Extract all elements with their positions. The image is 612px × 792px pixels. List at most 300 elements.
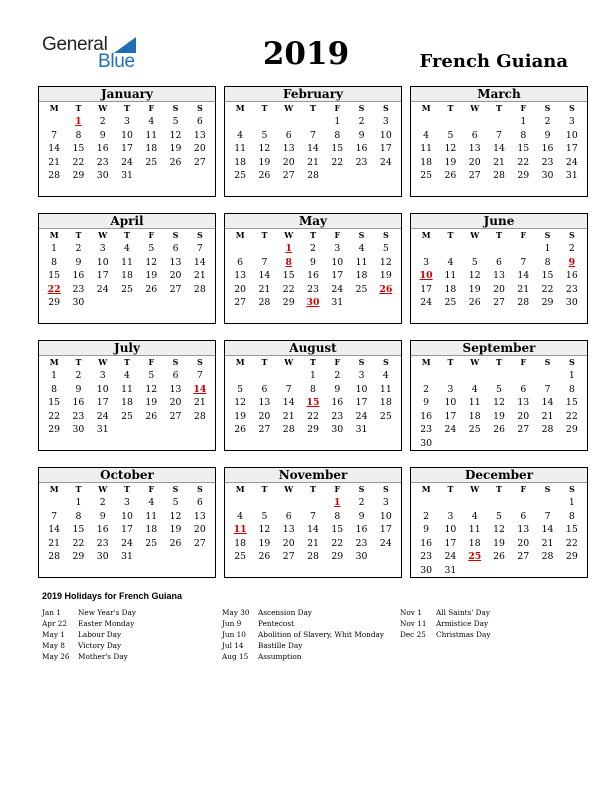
date-cell: 29 (282, 297, 295, 309)
month-name: April (39, 214, 215, 229)
date-cell: 23 (331, 410, 344, 422)
date-cell: 12 (468, 270, 481, 282)
date-cell: 24 (420, 297, 433, 309)
weekday-header: F (334, 357, 341, 367)
date-cell: 2 (75, 370, 82, 381)
date-cell: 3 (99, 370, 106, 381)
date-cell: 14 (517, 270, 530, 282)
holiday-item (222, 607, 384, 618)
date-cell: 3 (358, 370, 365, 381)
date-cell: 27 (468, 170, 481, 182)
weekday-header: F (148, 230, 155, 240)
date-cell: 4 (382, 370, 389, 381)
date-cell: 12 (169, 510, 182, 522)
date-cell: 3 (568, 116, 575, 127)
date-cell: 10 (355, 383, 368, 395)
date-cell: 27 (193, 156, 206, 168)
date-cell: 3 (423, 256, 430, 268)
date-cell: 6 (285, 510, 292, 522)
date-cell: 12 (258, 143, 271, 155)
date-cell: 17 (565, 143, 578, 155)
weekday-header: F (334, 484, 341, 494)
date-cell: 26 (258, 551, 271, 563)
date-cell: 5 (237, 383, 244, 395)
date-cell: 21 (517, 283, 530, 295)
date-cell: 15 (48, 270, 61, 282)
date-cell: 17 (379, 524, 392, 536)
date-cell: 19 (234, 410, 247, 422)
day-grid (225, 356, 401, 437)
date-cell: 11 (234, 143, 247, 155)
holiday-column (222, 607, 384, 662)
holiday-name: Mother's Day (78, 652, 128, 661)
date-cell: 9 (99, 129, 106, 141)
empty-cell (301, 115, 325, 129)
empty-cell (42, 115, 66, 129)
date-cell: 8 (544, 256, 551, 268)
date-cell: 25 (121, 410, 133, 422)
holiday-item (222, 640, 384, 651)
date-cell: 1 (544, 243, 551, 254)
weekday-header: S (382, 103, 389, 113)
weekday-header: S (358, 484, 365, 494)
holiday-date: 22 (47, 283, 61, 295)
date-cell: 19 (145, 270, 158, 282)
weekday-header: W (284, 230, 294, 240)
weekday-header: W (470, 230, 480, 240)
date-cell: 10 (444, 524, 457, 536)
date-cell: 1 (568, 497, 575, 508)
date-cell: 26 (145, 283, 158, 295)
date-cell: 22 (48, 410, 61, 422)
date-cell: 21 (541, 410, 554, 422)
date-cell: 10 (331, 256, 344, 268)
date-cell: 14 (493, 143, 505, 155)
holiday-name: Victory Day (78, 641, 122, 650)
weekday-header: T (124, 357, 130, 367)
holiday-item (400, 618, 490, 629)
weekday-header: F (520, 357, 527, 367)
holiday-date-label: Jun 10 (222, 630, 246, 639)
date-cell: 22 (331, 156, 344, 168)
holiday-date: 9 (568, 256, 576, 268)
date-cell: 17 (444, 537, 457, 549)
holiday-name: Christmas Day (436, 630, 491, 639)
date-cell: 1 (75, 497, 82, 508)
date-cell: 12 (145, 383, 158, 395)
weekday-header: F (334, 230, 341, 240)
date-cell: 10 (379, 510, 392, 522)
date-cell: 16 (565, 270, 578, 282)
date-cell: 4 (471, 383, 478, 395)
weekday-header: M (49, 357, 59, 367)
date-cell: 24 (121, 156, 133, 168)
holiday-item (400, 607, 490, 618)
weekday-header: T (447, 103, 454, 113)
date-cell: 4 (148, 116, 155, 127)
weekday-header: T (75, 357, 82, 367)
holiday-date: 30 (306, 297, 320, 309)
date-cell: 6 (172, 243, 179, 254)
holiday-name: Labour Day (78, 630, 122, 639)
date-cell: 1 (310, 370, 316, 381)
date-cell: 7 (261, 256, 268, 268)
date-cell: 3 (382, 497, 389, 508)
weekday-header: S (568, 357, 575, 367)
date-cell: 28 (48, 170, 61, 182)
holiday-name: Assumption (258, 652, 302, 661)
date-cell: 9 (423, 397, 430, 409)
weekday-header: T (447, 230, 454, 240)
weekday-header: T (447, 484, 454, 494)
weekday-header: S (382, 357, 389, 367)
weekday-header: S (172, 357, 179, 367)
weekday-header: M (235, 484, 245, 494)
date-cell: 29 (48, 297, 61, 309)
date-cell: 16 (355, 524, 368, 536)
date-cell: 3 (124, 497, 130, 508)
date-cell: 13 (517, 524, 530, 536)
date-cell: 13 (193, 129, 206, 141)
date-cell: 16 (355, 143, 368, 155)
month-february (224, 86, 402, 197)
month-january (38, 86, 216, 197)
date-cell: 18 (468, 537, 481, 549)
date-cell: 29 (565, 424, 578, 436)
date-cell: 15 (541, 270, 554, 282)
empty-cell (414, 496, 438, 510)
date-cell: 4 (237, 510, 244, 522)
month-name: October (39, 468, 215, 483)
month-name: January (39, 87, 215, 102)
date-cell: 24 (444, 551, 457, 563)
date-cell: 30 (96, 170, 109, 182)
weekday-header: S (172, 103, 179, 113)
weekday-header: S (358, 357, 365, 367)
date-cell: 29 (565, 551, 578, 563)
date-cell: 15 (72, 524, 85, 536)
weekday-header: T (310, 230, 316, 240)
holiday-date-label: Jan 1 (42, 608, 61, 617)
date-cell: 21 (48, 537, 61, 549)
weekday-header: S (544, 357, 551, 367)
date-cell: 19 (468, 283, 481, 295)
holiday-name: Armistice Day (436, 619, 489, 628)
date-cell: 21 (307, 156, 319, 168)
empty-cell (511, 369, 535, 383)
date-cell: 19 (145, 397, 158, 409)
holiday-date-label: Jul 14 (222, 641, 244, 650)
date-cell: 29 (541, 297, 554, 309)
date-cell: 20 (282, 156, 295, 168)
date-cell: 9 (334, 383, 341, 395)
date-cell: 29 (72, 551, 85, 563)
date-cell: 7 (51, 129, 58, 141)
date-cell: 27 (169, 410, 182, 422)
date-cell: 11 (420, 143, 433, 155)
day-grid (39, 102, 215, 183)
month-june (410, 213, 588, 324)
weekday-header: F (520, 484, 527, 494)
date-cell: 7 (285, 383, 292, 395)
date-cell: 8 (51, 383, 58, 395)
holiday-date: 14 (193, 383, 207, 395)
holiday-item (42, 629, 136, 640)
weekday-header: W (470, 103, 480, 113)
date-cell: 11 (145, 129, 158, 141)
month-name: December (411, 468, 587, 483)
date-cell: 7 (196, 370, 203, 381)
empty-cell (511, 496, 535, 510)
holiday-name: Pentecost (258, 619, 295, 628)
date-cell: 3 (124, 116, 130, 127)
date-cell: 2 (99, 497, 106, 508)
empty-cell (301, 496, 325, 510)
day-grid (411, 356, 587, 451)
date-cell: 28 (282, 424, 295, 436)
date-cell: 28 (258, 297, 271, 309)
date-cell: 25 (379, 410, 392, 422)
date-cell: 11 (121, 383, 133, 395)
date-cell: 28 (193, 283, 206, 295)
date-cell: 24 (121, 537, 133, 549)
date-cell: 24 (565, 156, 578, 168)
date-cell: 6 (471, 129, 478, 141)
date-cell: 20 (234, 283, 247, 295)
date-cell: 17 (121, 143, 133, 155)
date-cell: 27 (282, 551, 295, 563)
date-cell: 23 (72, 283, 85, 295)
day-grid (39, 229, 215, 310)
date-cell: 20 (468, 156, 481, 168)
date-cell: 21 (258, 283, 271, 295)
date-cell: 5 (471, 256, 478, 268)
date-cell: 20 (169, 397, 182, 409)
date-cell: 22 (541, 283, 554, 295)
date-cell: 8 (51, 256, 58, 268)
holiday-date: 8 (285, 256, 292, 268)
date-cell: 24 (96, 283, 109, 295)
date-cell: 10 (379, 129, 392, 141)
date-cell: 5 (148, 243, 155, 254)
date-cell: 5 (261, 129, 268, 141)
date-cell: 22 (72, 156, 85, 168)
weekday-header: M (421, 357, 431, 367)
weekday-header: W (284, 484, 294, 494)
date-cell: 27 (193, 537, 206, 549)
date-cell: 28 (48, 551, 61, 563)
holiday-date-label: Apr 22 (42, 619, 68, 628)
weekday-header: W (284, 357, 294, 367)
date-cell: 4 (124, 370, 130, 381)
weekday-header: M (49, 484, 59, 494)
day-grid (225, 483, 401, 564)
weekday-header: T (124, 230, 130, 240)
empty-cell (438, 242, 462, 256)
date-cell: 26 (169, 537, 182, 549)
weekday-header: F (520, 230, 527, 240)
date-cell: 19 (379, 270, 392, 282)
date-cell: 6 (496, 256, 502, 268)
page-title-year: 2019 (262, 36, 350, 72)
month-april (38, 213, 216, 324)
date-cell: 9 (358, 129, 365, 141)
empty-cell (438, 369, 462, 383)
month-name: November (225, 468, 401, 483)
month-october (38, 467, 216, 578)
date-cell: 6 (285, 129, 292, 141)
date-cell: 7 (520, 256, 527, 268)
empty-cell (252, 115, 276, 129)
date-cell: 6 (520, 383, 527, 395)
weekday-header: W (98, 103, 108, 113)
date-cell: 6 (196, 116, 203, 127)
date-cell: 24 (379, 537, 392, 549)
holiday-column (42, 607, 136, 662)
date-cell: 8 (568, 510, 575, 522)
date-cell: 19 (258, 156, 271, 168)
holiday-name: Ascension Day (258, 608, 312, 617)
date-cell: 21 (48, 156, 61, 168)
date-cell: 27 (493, 297, 505, 309)
date-cell: 29 (72, 170, 85, 182)
date-cell: 18 (468, 410, 481, 422)
empty-cell (487, 242, 511, 256)
weekday-header: T (261, 230, 268, 240)
date-cell: 20 (193, 143, 206, 155)
date-cell: 16 (420, 410, 433, 422)
date-cell: 8 (334, 129, 341, 141)
date-cell: 27 (234, 297, 247, 309)
weekday-header: M (235, 357, 245, 367)
date-cell: 30 (96, 551, 109, 563)
date-cell: 5 (496, 383, 502, 395)
date-cell: 13 (169, 383, 182, 395)
holiday-date-label: Nov 11 (400, 619, 427, 628)
date-cell: 3 (447, 383, 454, 395)
empty-cell (463, 115, 487, 129)
empty-cell (535, 496, 559, 510)
weekday-header: M (235, 230, 245, 240)
weekday-header: S (544, 103, 551, 113)
date-cell: 5 (172, 497, 179, 508)
date-cell: 2 (99, 116, 106, 127)
day-grid (225, 102, 401, 183)
holiday-item (222, 651, 384, 662)
date-cell: 18 (234, 537, 247, 549)
date-cell: 12 (145, 256, 158, 268)
date-cell: 18 (355, 270, 368, 282)
weekday-header: W (98, 484, 108, 494)
date-cell: 17 (355, 397, 368, 409)
date-cell: 12 (493, 524, 505, 536)
holiday-item (222, 629, 384, 640)
date-cell: 8 (568, 383, 575, 395)
date-cell: 29 (331, 551, 344, 563)
date-cell: 30 (72, 297, 85, 309)
date-cell: 7 (310, 510, 316, 522)
date-cell: 31 (444, 564, 457, 576)
date-cell: 9 (75, 383, 82, 395)
date-cell: 26 (145, 410, 158, 422)
month-name: March (411, 87, 587, 102)
empty-cell (277, 496, 301, 510)
date-cell: 13 (193, 510, 206, 522)
holiday-date-label: Jun 9 (222, 619, 242, 628)
holiday-item (42, 640, 136, 651)
empty-cell (277, 115, 301, 129)
date-cell: 2 (568, 243, 575, 254)
month-september (410, 340, 588, 451)
day-grid (411, 483, 587, 578)
month-name: May (225, 214, 401, 229)
date-cell: 24 (444, 424, 457, 436)
day-grid (39, 356, 215, 437)
weekday-header: W (470, 357, 480, 367)
date-cell: 14 (48, 143, 61, 155)
date-cell: 9 (544, 129, 551, 141)
date-cell: 7 (496, 129, 502, 141)
holiday-date-label: May 8 (42, 641, 65, 650)
date-cell: 1 (51, 370, 58, 381)
weekday-header: S (382, 484, 389, 494)
weekday-header: S (358, 230, 365, 240)
date-cell: 23 (420, 551, 433, 563)
date-cell: 18 (420, 156, 433, 168)
holiday-date-label: May 30 (222, 608, 250, 617)
date-cell: 4 (447, 256, 454, 268)
date-cell: 31 (565, 170, 578, 182)
holiday-item (42, 651, 136, 662)
weekday-header: S (358, 103, 365, 113)
weekday-header: T (75, 484, 82, 494)
logo-text-blue: Blue (98, 51, 135, 72)
weekday-header: W (284, 103, 294, 113)
empty-cell (463, 369, 487, 383)
holiday-date: 1 (75, 116, 82, 127)
month-august (224, 340, 402, 451)
date-cell: 19 (444, 156, 457, 168)
weekday-header: W (98, 230, 108, 240)
date-cell: 30 (541, 170, 554, 182)
date-cell: 14 (307, 524, 319, 536)
date-cell: 22 (517, 156, 530, 168)
weekday-header: T (496, 484, 502, 494)
date-cell: 2 (423, 510, 430, 522)
empty-cell (487, 496, 511, 510)
date-cell: 9 (310, 256, 316, 268)
date-cell: 5 (261, 510, 268, 522)
date-cell: 30 (72, 424, 85, 436)
weekday-header: T (75, 230, 82, 240)
date-cell: 13 (493, 270, 505, 282)
date-cell: 18 (145, 524, 158, 536)
holiday-date: 25 (468, 551, 482, 563)
day-grid (411, 229, 587, 310)
date-cell: 11 (121, 256, 133, 268)
date-cell: 2 (423, 383, 430, 395)
date-cell: 11 (355, 256, 368, 268)
date-cell: 12 (379, 256, 392, 268)
date-cell: 29 (307, 424, 319, 436)
holiday-date: 11 (233, 524, 247, 536)
date-cell: 24 (331, 283, 344, 295)
date-cell: 26 (468, 297, 481, 309)
date-cell: 10 (96, 383, 109, 395)
weekday-header: S (382, 230, 389, 240)
holiday-date-label: Dec 25 (400, 630, 426, 639)
weekday-header: T (310, 357, 316, 367)
